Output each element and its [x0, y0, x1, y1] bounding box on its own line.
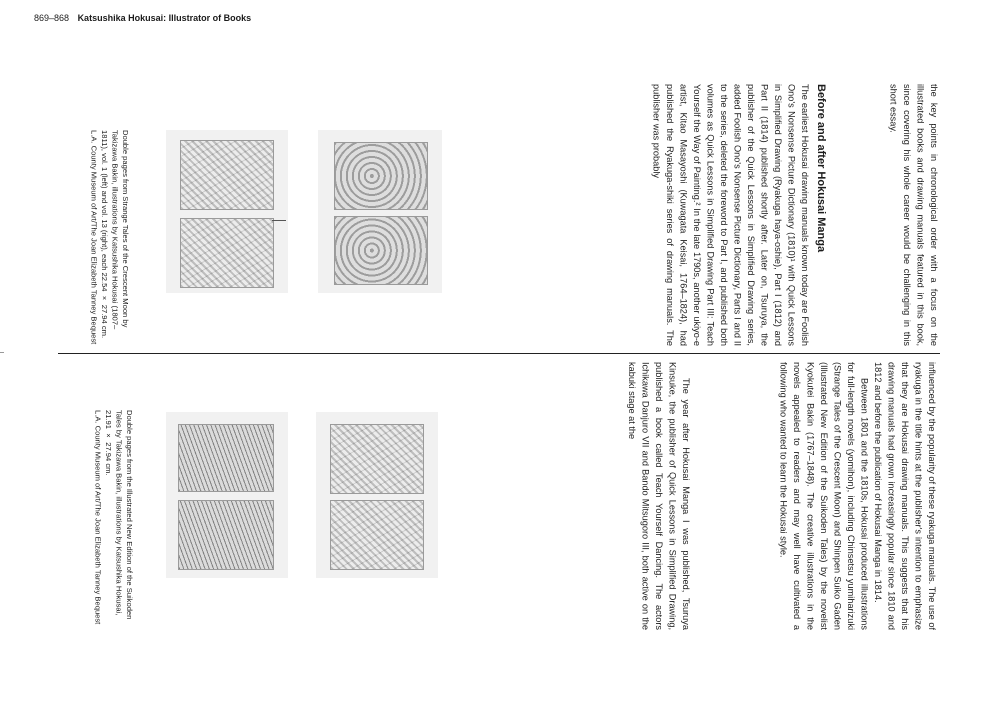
- spine-divider: [58, 353, 940, 354]
- figures-illustration: [330, 500, 424, 570]
- rays-illustration: [178, 424, 274, 492]
- plate-strange-tales-vol1: [166, 130, 288, 293]
- plate-strange-tales-vol13: [318, 130, 442, 293]
- upper-text-column-2: [590, 84, 828, 346]
- caption-credit: L.A. County Museum of Art/The Joan Elizabeth Tanney Bequest: [89, 130, 99, 345]
- figures-illustration: [330, 424, 424, 494]
- paragraph: The year after Hokusai Manga I was published, Tsuruya Kinsuke, the publisher of Quick Lessons in Simplified Drawing, published a book called Teach Yourself Dancing. The actors Ichikawa Danjuro VII and Bando Mitsugoro III, both active on the kabuki stage at the: [627, 362, 691, 630]
- caption-credit: L.A. County Museum of Art/The Joan Elizabeth Tanney Bequest: [93, 410, 103, 625]
- flag-pole: [272, 220, 286, 221]
- lower-text-column-1: [700, 362, 938, 630]
- section-heading: Before and after Hokusai Manga: [815, 84, 827, 253]
- rays-illustration: [178, 500, 274, 570]
- paragraph: the key points in chronological order with a focus on the illustrated books and drawing manuals featured in this book, since covering his whole career would be challenging in this short essay.: [888, 84, 939, 346]
- header-title: Katsushika Hokusai: Illustrator of Books: [77, 13, 252, 23]
- samurai-illustration: [180, 140, 274, 210]
- paragraph: Between 1801 and the 1810s, Hokusai produced illustrations for full-length novels (yomihon), including Chinsetsu yumiharizuki (Strange Tales of the Crescent Moon) and Shinpen Suiko Gaden (Illustrated New Edition of the Suikoden Tales) by the novelist Kyokutei Bakin (1767–1848). The creative illustrations in the novels appealed to readers and may well have cultivated a following who wanted to learn the Hokusai style.: [778, 362, 870, 630]
- caption-text: Double pages from Strange Tales of the Crescent Moon by Takizawa Bakin, illustrations by Katsushika Hokusai (1807–1811), vol. 1 (left) and vol. 13 (right), each 22.54 × 27.94 cm.: [100, 130, 130, 339]
- paragraph: The earliest Hokusai drawing manuals known today are Foolish Ono's Nonsense Picture Dictionary (1810)¹ with Quick Lessons in Simplified Drawing (Ryakuga haya-oshie), Part I (1812) and Part II (1814) published shortly after. Later on, Tsuruya, the publisher of the Quick Lessons in Simplified Drawing series, added Foolish Ono's Nonsense Picture Dictionary, Parts I and II to the series, deleted the foreword to Part I, and published both volumes as Quick Lessons in Simplified Drawing Part III: Teach Yourself the Way of Painting.² In the late 1790s, another ukiyo-e artist, Kitao Masayoshi (Kuwagata Keisai, 1764–1824), had published the Ryakuga-shiki series of drawing manuals. The publisher was probably: [651, 84, 810, 346]
- plate-suikoden-right: [316, 412, 438, 578]
- samurai-illustration: [180, 218, 274, 288]
- lower-text-column-2: [590, 362, 692, 630]
- wave-battle-illustration: [334, 216, 428, 285]
- wave-battle-illustration: [334, 142, 428, 210]
- upper-text-column-1: [864, 84, 940, 346]
- lower-caption: [58, 410, 134, 634]
- running-header: [34, 13, 251, 23]
- caption-text: Double pages from the Illustrated New Edition of the Suikoden Tales by Takizawa Bakin, illustrations by Katsushika Hokusai, 21.91 × 27.94 cm.: [104, 410, 134, 620]
- plate-suikoden-left: [166, 412, 288, 578]
- upper-caption: [58, 130, 130, 346]
- paragraph: influenced by the popularity of these ryakuga manuals. The use of ryakuga in the title hints at the publisher's intention to emphasize that they are Hokusai drawing manuals. This suggests that his drawing manuals had grown increasingly popular since 1810 and 1812 and before the publication of Hokusai Manga in 1814.: [873, 362, 937, 630]
- page-numbers: 869–868: [34, 13, 70, 23]
- edge-tick: [0, 352, 4, 353]
